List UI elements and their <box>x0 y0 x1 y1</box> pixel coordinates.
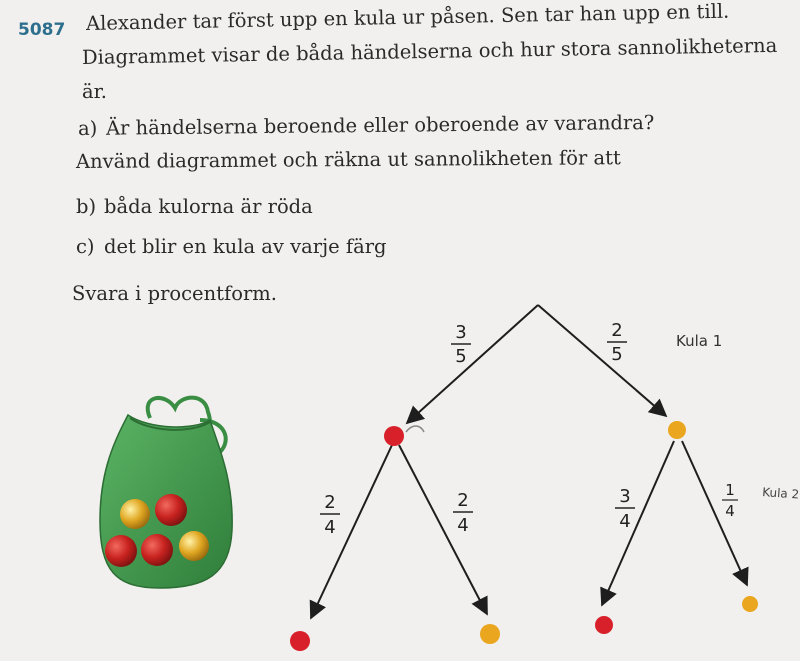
problem-number: 5087 <box>18 20 66 40</box>
fraction-red-red <box>320 492 340 538</box>
branch-root-to-yellow <box>538 305 666 416</box>
question-b-letter: b) <box>76 195 97 218</box>
question-c-text: det blir en kula av varje färg <box>104 235 387 258</box>
node-red-red <box>290 631 310 651</box>
intro-line-2: Diagrammet visar de båda händelserna och hur stora sannolikheterna <box>81 33 778 69</box>
svg-text:2: 2 <box>611 320 623 341</box>
fraction-root-red <box>451 322 471 367</box>
question-c-letter: c) <box>76 235 95 258</box>
svg-text:5: 5 <box>611 344 623 365</box>
fraction-yellow-red <box>615 486 635 532</box>
fraction-root-yellow <box>607 320 627 365</box>
label-kula-1: Kula 1 <box>676 332 723 350</box>
intro-line-3: är. <box>82 80 108 103</box>
svg-text:4: 4 <box>457 515 469 536</box>
svg-text:2: 2 <box>324 492 336 513</box>
question-b-text: båda kulorna är röda <box>104 195 313 218</box>
svg-text:5: 5 <box>455 346 467 367</box>
svg-text:4: 4 <box>725 502 735 520</box>
intro-line-1: Alexander tar först upp en kula ur påsen. Sen tar han upp en till. <box>85 0 730 35</box>
bag-of-marbles-illustration <box>100 398 232 588</box>
question-a-letter: a) <box>77 116 98 140</box>
node-red-first <box>384 426 404 446</box>
branch-root-to-red <box>407 305 538 423</box>
branch-red-to-red <box>311 445 392 618</box>
svg-text:4: 4 <box>619 511 631 532</box>
svg-text:3: 3 <box>455 322 467 343</box>
label-kula-2: Kula 2 <box>761 485 800 502</box>
node-yellow-red <box>595 616 613 634</box>
branch-yellow-to-yellow <box>682 441 747 585</box>
svg-text:4: 4 <box>324 517 336 538</box>
node-yellow-first <box>668 421 686 439</box>
fraction-yellow-yellow <box>722 481 738 520</box>
svg-text:3: 3 <box>619 486 631 507</box>
instruction-text: Använd diagrammet och räkna ut sannolikheten för att <box>75 146 621 173</box>
question-a-text: Är händelserna beroende eller oberoende av varandra? <box>105 110 655 140</box>
hook-mark <box>406 426 424 432</box>
node-red-yellow <box>480 624 500 644</box>
answer-format: Svara i procentform. <box>72 282 277 305</box>
branch-yellow-to-red <box>602 441 674 605</box>
node-yellow-yellow <box>742 596 758 612</box>
svg-text:2: 2 <box>457 490 469 511</box>
svg-text:1: 1 <box>725 481 735 499</box>
fraction-red-yellow <box>453 490 473 536</box>
branch-red-to-yellow <box>399 445 487 614</box>
